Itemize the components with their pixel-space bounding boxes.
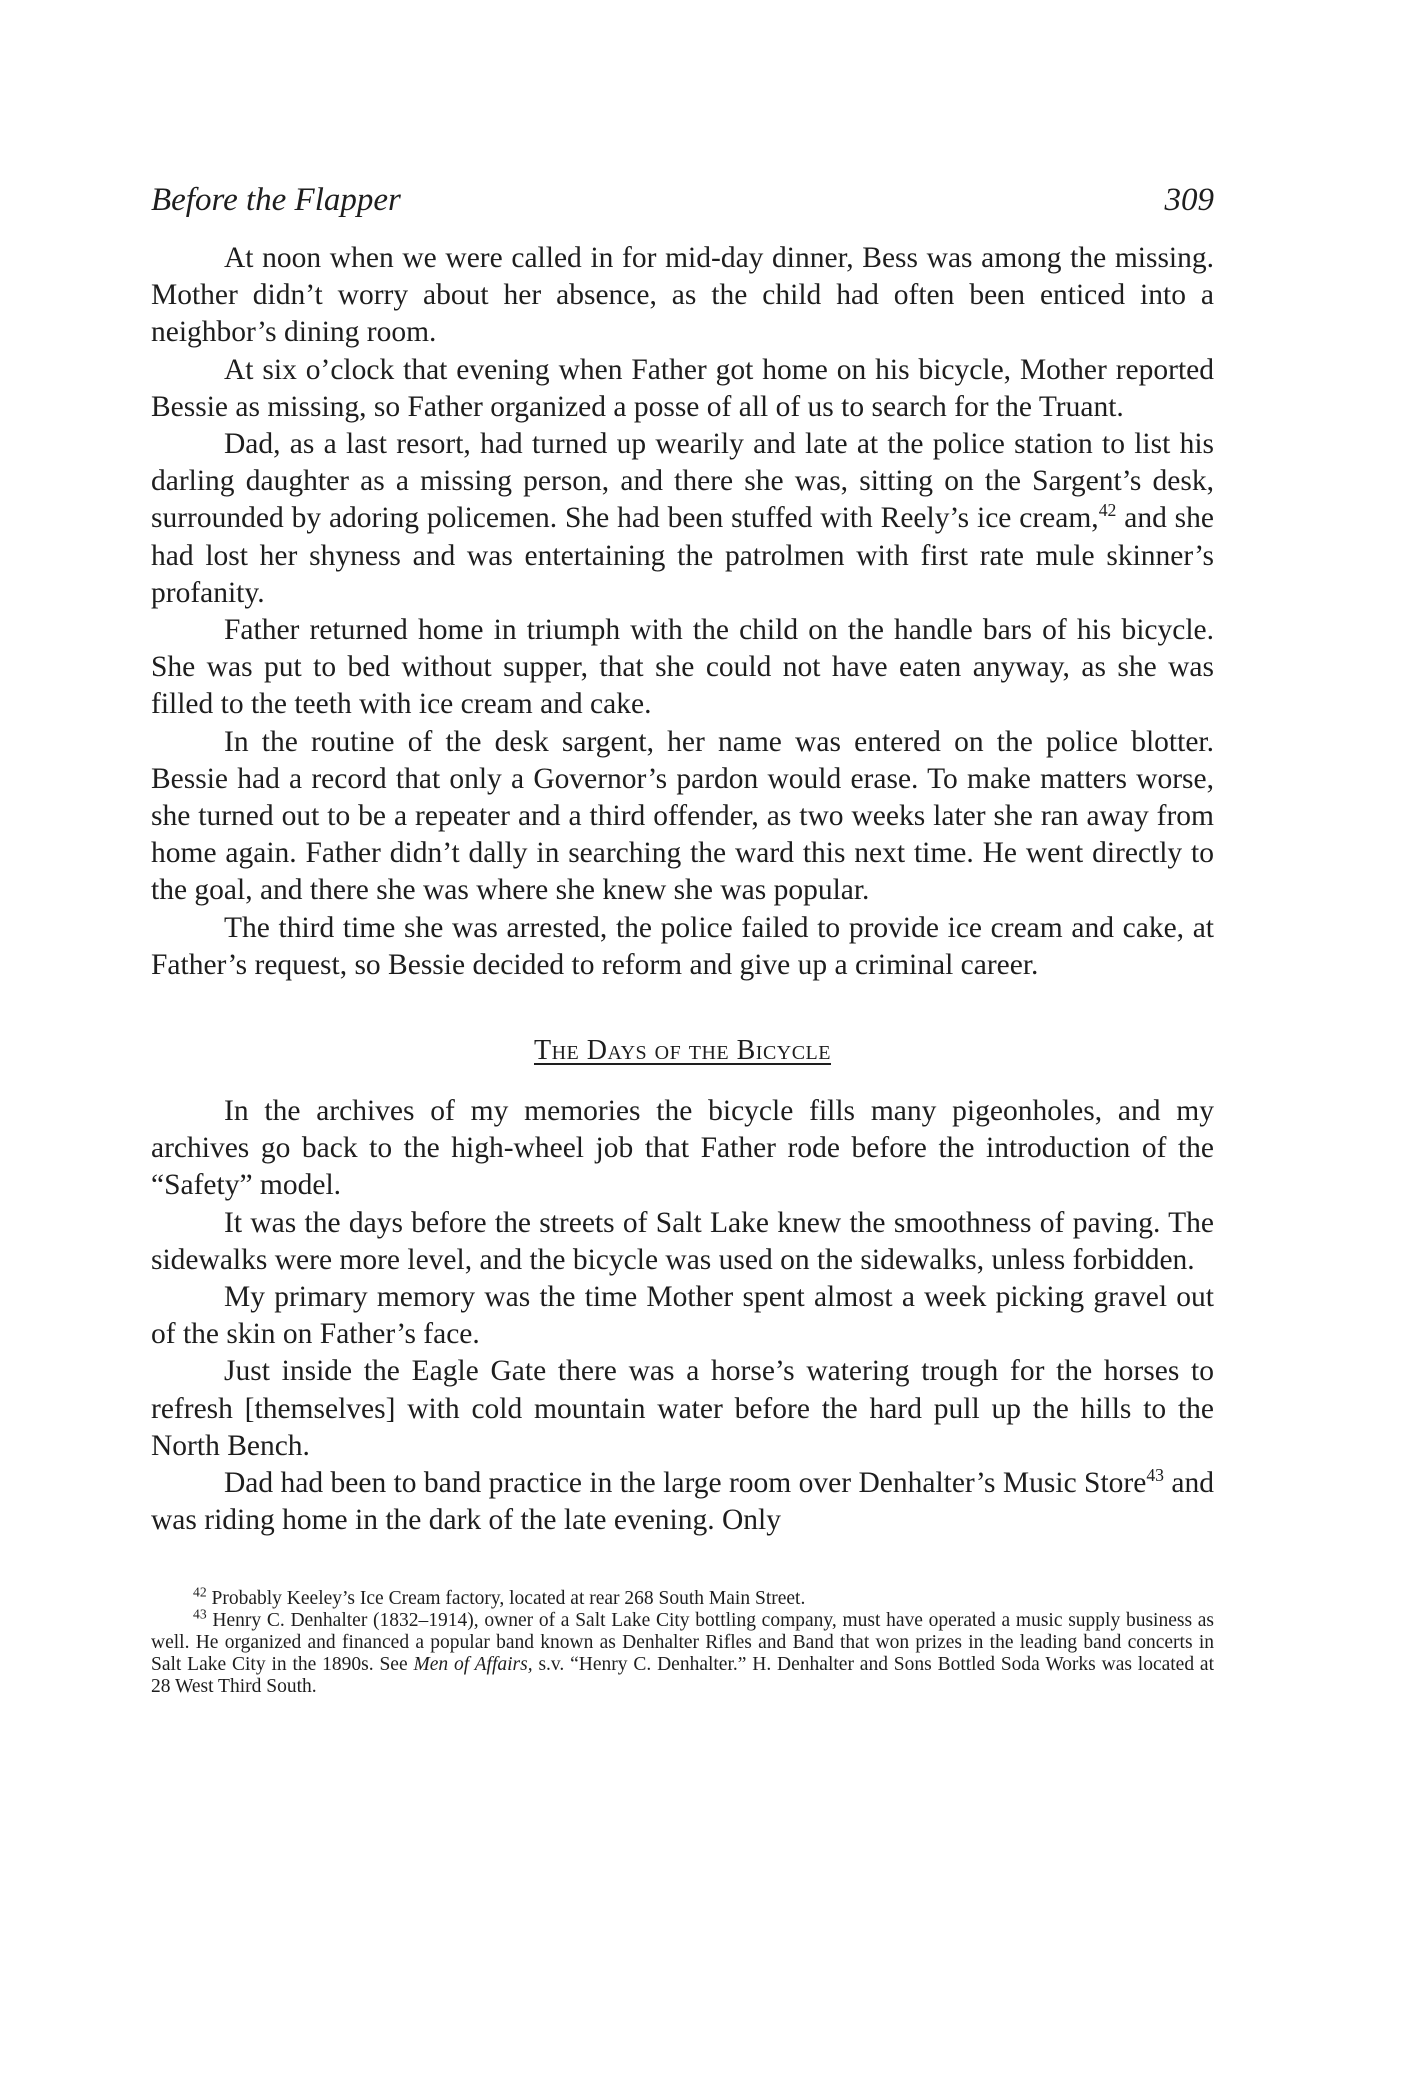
section-heading-text: The Days of the Bicycle <box>534 1035 831 1067</box>
footnote: $^{43}$ Henry C. Denhalter (1832–1914), owner of a Salt Lake City bottling company, must have operated a music supply business as well. He organized and financed a popular band known as Denhalter Rifles and Band that won prizes in the leading band concerts in Salt Lake City in the 1890s. See Men of Affairs, s.v. “Henry C. Denhalter.” H. Denhalter and Sons Bottled Soda Works was located at 28 West Third South. <box>151 1606 1215 1697</box>
running-head <box>151 178 1214 222</box>
document-page <box>151 178 1214 1698</box>
footnote-ref: 43 <box>1146 1465 1165 1486</box>
paragraph: In the routine of the desk sargent, her name was entered on the police blotter. Bessie had a record that only a Governor’s pardon would erase. To make matters worse, she turned out to be a repeater and a third offender, as two weeks later she ran away from home again. Father didn’t dally in searching the ward this next time. He went directly to the goal, and there she was where she knew she was popular. <box>151 725 1214 907</box>
footnotes <box>151 1584 1215 1698</box>
paragraph: It was the days before the streets of Salt Lake knew the smoothness of paving. The sidewalks were more level, and the bicycle was used on the sidewalks, unless forbidden. <box>151 1206 1214 1276</box>
footnote-ref: 42 <box>1098 500 1117 521</box>
paragraph: Just inside the Eagle Gate there was a horse’s watering trough for the horses to refresh [themselves] with cold mountain water before the hard pull up the hills to the North Bench. <box>151 1355 1214 1462</box>
paragraph: At noon when we were called in for mid-day dinner, Bess was among the missing. Mother didn’t worry about her absence, as the child had often been enticed into a neighbor’s dining room. <box>151 242 1214 349</box>
body-text-top <box>151 240 1214 984</box>
footnote-number: 43 <box>193 1606 207 1621</box>
paragraph: Dad, as a last resort, had turned up wearily and late at the police station to list his darling daughter as a missing person, and there she was, sitting on the Sargent’s desk, surrounded by adoring policemen. She had been stuffed with Reely’s ice cream,$^{42}$ and she had lost her shyness and was entertaining the patrolmen with first rate mule skinner’s profanity. <box>151 428 1215 609</box>
footnote-number: 42 <box>193 1584 207 1599</box>
paragraph: At six o’clock that evening when Father got home on his bicycle, Mother reported Bessie as missing, so Father organized a posse of all of us to search for the Truant. <box>151 353 1214 423</box>
footnote: $^{42}$ Probably Keeley’s Ice Cream factory, located at rear 268 South Main Street. <box>193 1584 806 1609</box>
paragraph: In the archives of my memories the bicycle fills many pigeonholes, and my archives go back to the high-wheel job that Father rode before the introduction of the “Safety” model. <box>151 1095 1214 1202</box>
body-text-bottom <box>151 1093 1214 1539</box>
paragraph: Dad had been to band practice in the large room over Denhalter’s Music Store$^{43}$ and was riding home in the dark of the late evening. Only <box>151 1465 1214 1537</box>
paragraph: Father returned home in triumph with the child on the handle bars of his bicycle. She was put to bed without supper, that she could not have eaten anyway, as she was filled to the teeth with ice cream and cake. <box>151 614 1214 721</box>
section-heading <box>151 1031 1214 1071</box>
paragraph: The third time she was arrested, the police failed to provide ice cream and cake, at Father’s request, so Bessie decided to reform and give up a criminal career. <box>151 911 1214 981</box>
page-number: 309 <box>1164 182 1214 218</box>
running-title: Before the Flapper <box>151 182 401 218</box>
paragraph: My primary memory was the time Mother spent almost a week picking gravel out of the skin on Father’s face. <box>151 1281 1214 1351</box>
